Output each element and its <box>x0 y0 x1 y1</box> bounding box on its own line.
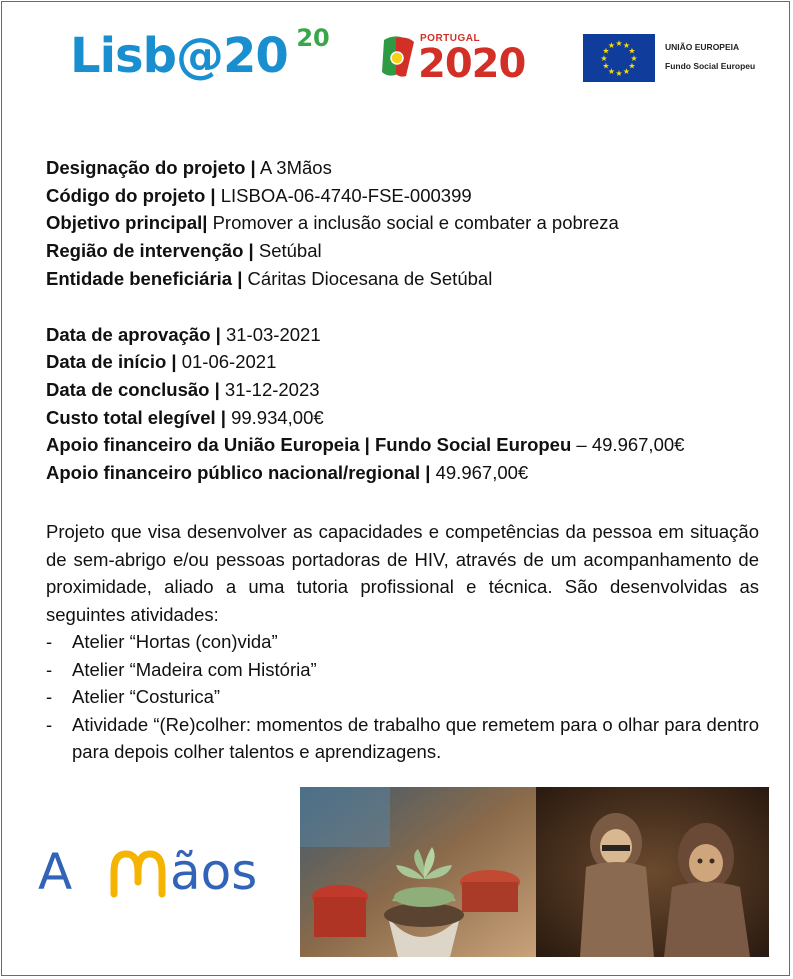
eu-label: UNIÃO EUROPEIA <box>665 42 740 52</box>
info-row-conclusao <box>46 376 766 404</box>
activity-text: Atelier “Hortas (con)vida” <box>72 631 278 652</box>
eu-star-icon: ★ <box>630 54 638 63</box>
info-label: Data de aprovação | <box>46 323 221 345</box>
bullet-dash: - <box>46 686 53 707</box>
brand-text: ãos <box>170 843 258 901</box>
a3maos-logo <box>38 832 298 912</box>
info-value: 31-03-2021 <box>220 323 321 345</box>
eu-star-icon: ★ <box>607 67 616 76</box>
info-label: Data de conclusão | <box>46 378 220 400</box>
bullet-dash: - <box>46 658 53 680</box>
info-row-codigo <box>46 182 766 210</box>
info-row-aprovacao <box>46 321 766 349</box>
info-row-objetivo <box>46 209 766 237</box>
list-item <box>46 683 759 711</box>
succulent-photo <box>300 787 536 957</box>
info-label: Designação do projeto | <box>46 157 256 178</box>
info-value: Cáritas Diocesana de Setúbal <box>242 267 493 289</box>
info-row-regiao <box>46 237 766 265</box>
hands-m-icon <box>108 832 168 912</box>
info-value: 99.934,00€ <box>225 406 324 428</box>
eu-flag-icon <box>583 34 655 82</box>
project-info <box>46 154 766 487</box>
lisboa2020-logo <box>70 24 330 86</box>
eu-star-icon: ★ <box>602 61 610 71</box>
brand-letter-a: A <box>38 843 73 901</box>
info-label: Apoio financeiro público nacional/regional | <box>46 462 431 484</box>
activities-list <box>46 628 759 766</box>
info-row-designacao <box>46 154 766 182</box>
portugal-flag-icon <box>380 34 416 80</box>
portugal-label: PORTUGAL <box>420 33 481 44</box>
info-label: Entidade beneficiária | <box>46 267 243 289</box>
eu-star-icon: ★ <box>622 41 631 50</box>
eu-fse-logo <box>583 34 763 82</box>
fse-label: Fundo Social Europeu <box>665 61 756 71</box>
lisboa-logo-text: Lisb@20 <box>70 28 288 84</box>
eu-star-icon: ★ <box>615 69 623 78</box>
activity-text: Atelier “Madeira com História” <box>72 658 317 680</box>
info-label: Código do projeto | <box>46 184 216 206</box>
info-row-apoio-nacional <box>46 459 766 487</box>
info-value: LISBOA-06-4740-FSE-000399 <box>215 184 472 206</box>
eu-star-icon: ★ <box>628 46 636 56</box>
info-value: A 3Mãos <box>255 157 332 178</box>
info-value: Setúbal <box>253 240 322 262</box>
info-row-entidade <box>46 265 766 293</box>
spacer <box>46 293 766 321</box>
eu-star-icon: ★ <box>628 61 636 71</box>
portugal-year: 2020 <box>418 41 526 87</box>
info-label: Apoio financeiro da União Europeia | Fundo Social Europeu <box>46 434 572 456</box>
bullet-dash: - <box>46 631 53 652</box>
info-row-inicio <box>46 348 766 376</box>
list-item <box>46 628 759 656</box>
eu-star-icon: ★ <box>607 41 616 50</box>
info-label: Região de intervenção | <box>46 240 254 262</box>
activity-text: Atividade “(Re)colher: momentos de trabalho que remetem para o olhar para dentro para depois colher talentos e aprendizagens. <box>72 713 759 762</box>
eu-star-icon: ★ <box>600 54 608 63</box>
info-value: Promover a inclusão social e combater a pobreza <box>207 212 619 234</box>
info-value: 49.967,00€ <box>430 462 529 484</box>
list-item <box>46 656 759 684</box>
eu-star-icon: ★ <box>615 39 623 48</box>
activity-text: Atelier “Costurica” <box>72 686 221 707</box>
project-description <box>46 518 759 766</box>
info-value: 01-06-2021 <box>176 351 277 373</box>
lisboa-logo-superscript: 20 <box>296 24 330 52</box>
eu-star-icon: ★ <box>602 46 610 56</box>
list-item <box>46 711 759 766</box>
info-value: – 49.967,00€ <box>571 434 685 456</box>
info-label: Objetivo principal| <box>46 212 208 234</box>
crochet-dolls-photo <box>536 787 769 957</box>
eu-star-icon: ★ <box>622 67 631 76</box>
bullet-dash: - <box>46 713 53 735</box>
info-row-custo <box>46 404 766 432</box>
portugal2020-logo <box>380 32 545 87</box>
info-value: 31-12-2023 <box>219 378 320 400</box>
info-label: Custo total elegível | <box>46 406 226 428</box>
info-row-apoio-ue <box>46 431 766 459</box>
poster-frame <box>1 1 790 976</box>
info-label: Data de início | <box>46 351 177 373</box>
description-intro: Projeto que visa desenvolver as capacidades e competências da pessoa em situação de sem-abrigo e/ou pessoas portadoras de HIV, através de um acompanhamento de proximidade, aliado a uma tutoria profissional e técnica. São desenvolvidas as seguintes atividades: <box>46 521 759 625</box>
